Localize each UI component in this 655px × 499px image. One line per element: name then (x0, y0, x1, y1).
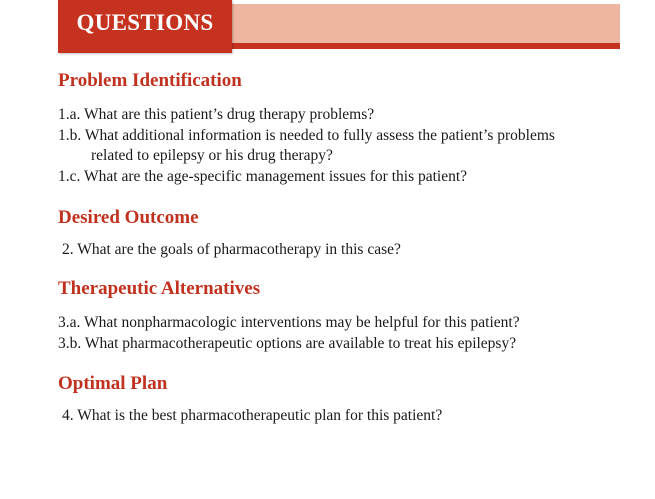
section-title-desired-outcome: Desired Outcome (58, 207, 199, 228)
question-1a: 1.a. What are this patient’s drug therapy problems? (58, 106, 375, 123)
question-1c: 1.c. What are the age-specific management issues for this patient? (58, 168, 468, 185)
question-3b: 3.b. What pharmacotherapeutic options are available to treat his epilepsy? (58, 335, 517, 352)
question-3a: 3.a. What nonpharmacologic interventions may be helpful for this patient? (58, 314, 520, 331)
header-box (58, 0, 232, 53)
question-1b: 1.b. What additional information is needed to fully assess the patient’s problems related to epilepsy or his drug therapy? (58, 127, 555, 164)
section-title-optimal-plan: Optimal Plan (58, 373, 168, 394)
section-title-therapeutic-alternatives: Therapeutic Alternatives (58, 278, 261, 299)
page-title: QUESTIONS (76, 10, 214, 35)
section-title-problem-identification: Problem Identification (58, 70, 242, 91)
header-band (232, 4, 620, 43)
question-2: 2. What are the goals of pharmacotherapy in this case? (62, 241, 401, 258)
question-4: 4. What is the best pharmacotherapeutic plan for this patient? (62, 407, 443, 424)
